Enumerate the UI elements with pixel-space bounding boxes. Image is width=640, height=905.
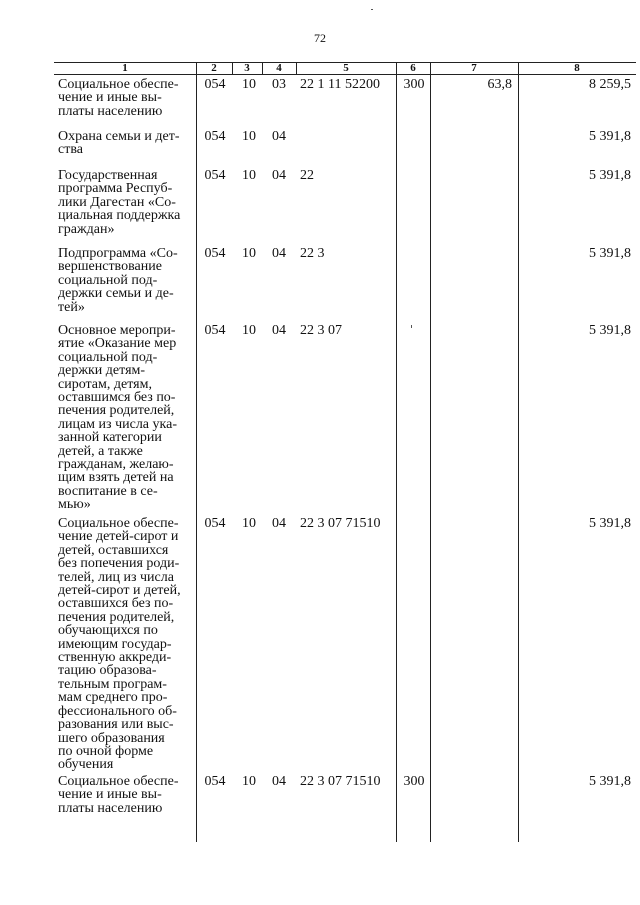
column-divider	[396, 62, 397, 842]
row-type: 300	[403, 77, 425, 92]
row-name: Подпрограмма «Со- вершенствование социальной под- держки семьи и де- тей»	[58, 246, 178, 315]
row-amount: 5 391,8	[589, 516, 631, 531]
row-section: 10	[242, 77, 256, 92]
row-code: 054	[204, 129, 226, 144]
row-amount: 8 259,5	[589, 77, 631, 92]
row-code: 054	[204, 168, 226, 183]
row-name: Государственная программа Респуб- лики Дагестан «Со- циальная поддержка граждан»	[58, 168, 181, 237]
row-amount: 5 391,8	[589, 246, 631, 261]
scan-speck	[411, 325, 412, 328]
column-header: 6	[410, 62, 416, 74]
scan-speck	[371, 9, 373, 10]
column-header: 4	[276, 62, 282, 74]
header-bottom-rule	[54, 74, 636, 75]
row-section: 10	[242, 323, 256, 338]
row-subsection: 04	[272, 168, 286, 183]
row-section: 10	[242, 516, 256, 531]
column-divider	[196, 62, 197, 842]
row-subsection: 04	[272, 323, 286, 338]
row-col7: 63,8	[487, 77, 512, 92]
page-number: 72	[314, 31, 326, 45]
row-subsection: 04	[272, 516, 286, 531]
row-subsection: 04	[272, 246, 286, 261]
row-subsection: 04	[272, 774, 286, 789]
row-name: Социальное обеспе- чение и иные вы- платы населению	[58, 774, 179, 816]
column-divider	[430, 62, 431, 842]
row-subsection: 04	[272, 129, 286, 144]
column-divider	[518, 62, 519, 842]
row-code: 054	[204, 77, 226, 92]
row-amount: 5 391,8	[589, 323, 631, 338]
row-target: 22	[300, 168, 314, 183]
row-code: 054	[204, 246, 226, 261]
row-type: 300	[403, 774, 425, 789]
row-subsection: 03	[272, 77, 286, 92]
budget-table	[54, 62, 636, 842]
row-section: 10	[242, 129, 256, 144]
column-header: 1	[122, 62, 128, 74]
row-amount: 5 391,8	[589, 129, 631, 144]
column-header: 2	[211, 62, 217, 74]
row-target: 22 3 07	[300, 323, 342, 338]
column-header: 7	[471, 62, 477, 74]
column-header: 5	[343, 62, 349, 74]
row-target: 22 1 11 52200	[300, 77, 380, 92]
column-header: 8	[574, 62, 580, 74]
row-name: Охрана семьи и дет- ства	[58, 129, 180, 158]
row-code: 054	[204, 516, 226, 531]
row-section: 10	[242, 168, 256, 183]
column-header: 3	[244, 62, 250, 74]
row-section: 10	[242, 246, 256, 261]
row-code: 054	[204, 323, 226, 338]
row-name: Социальное обеспе- чение детей-сирот и детей, оставшихся без попечения роди- телей, лиц из числа детей-сирот и детей, оставшихся без по- печения родителей, обучающихся по имеющим государ- ственную аккреди- тацию образова- тельным програм- мам среднего про- фессионального об- разования или выс- шего образования по очной форме обучения	[58, 516, 181, 773]
row-target: 22 3 07 71510	[300, 774, 381, 789]
row-target: 22 3	[300, 246, 325, 261]
row-name: Социальное обеспе- чение и иные вы- платы населению	[58, 77, 179, 119]
row-amount: 5 391,8	[589, 168, 631, 183]
row-code: 054	[204, 774, 226, 789]
row-target: 22 3 07 71510	[300, 516, 381, 531]
row-amount: 5 391,8	[589, 774, 631, 789]
row-name: Основное меропри- ятие «Оказание мер социальной под- держки детям- сиротам, детям, оставшимся без по- печения родителей, лицам из числа ука- занной категории детей, а также гражданам, желаю- щим взять детей на воспитание в се- мью»	[58, 323, 177, 513]
row-section: 10	[242, 774, 256, 789]
